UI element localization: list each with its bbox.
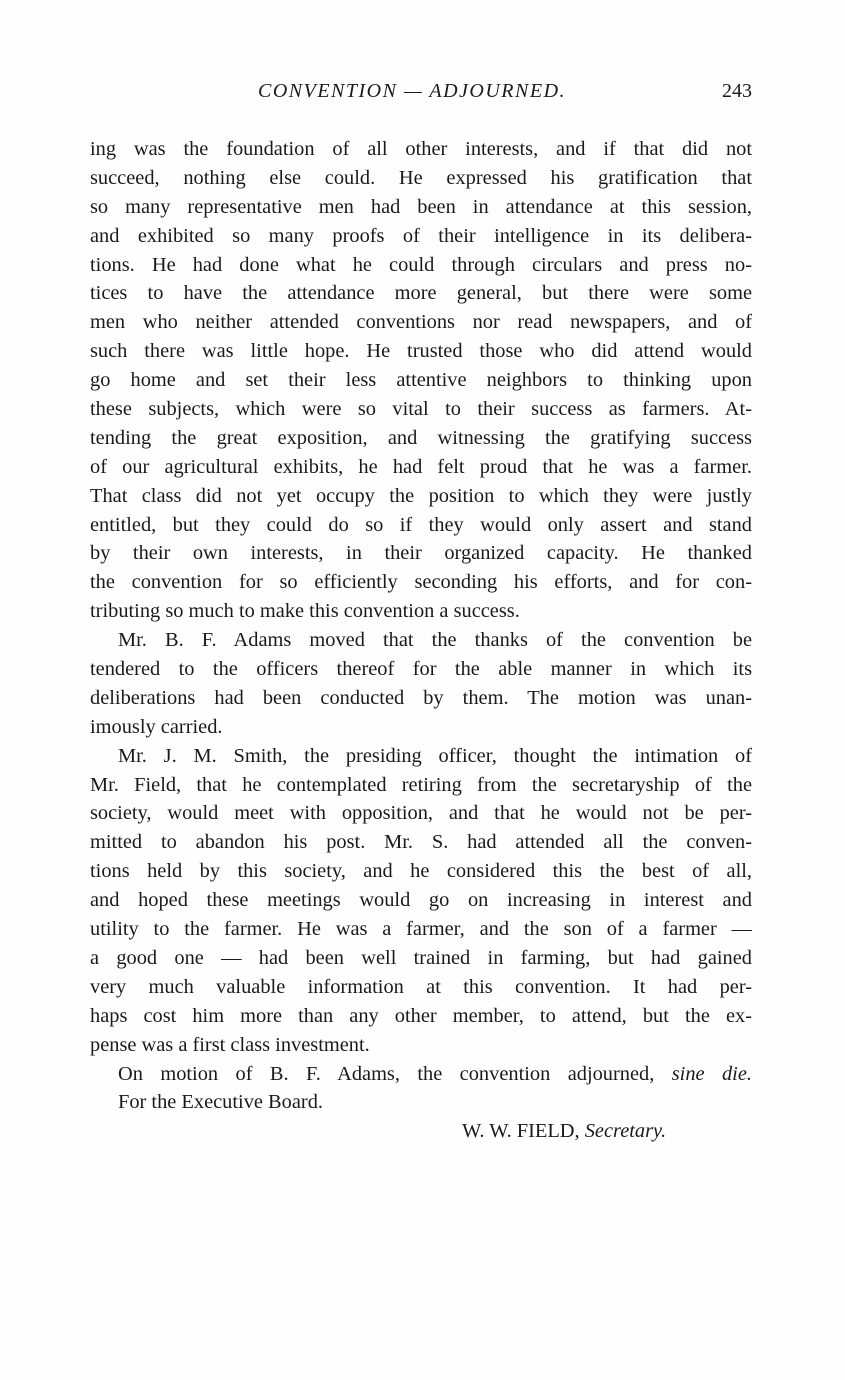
text-line: of our agricultural exhibits, he had felt proud that he was a farmer.	[90, 455, 752, 478]
text-line: ing was the foundation of all other interests, and if that did not	[90, 138, 752, 160]
text-line: That class did not yet occupy the position to which they were justly	[90, 484, 752, 507]
text-line: so many representative men had been in attendance at this session,	[90, 195, 752, 218]
signature-name: W. W. FIELD,	[462, 1120, 585, 1142]
closing-line: For the Executive Board.	[118, 1091, 323, 1114]
text-line: pense was a first class investment.	[90, 1033, 370, 1056]
text-line: such there was little hope. He trusted those who did attend would	[90, 340, 752, 363]
text-line: Mr. B. F. Adams moved that the thanks of the convention be	[118, 629, 752, 652]
paragraph-thanks-motion	[90, 626, 752, 742]
text-line: men who neither attended conventions nor read newspapers, and of	[90, 311, 752, 334]
text-line: the convention for so efficiently seconding his efforts, and for con-	[90, 571, 752, 594]
text-line: tions. He had done what he could through circulars and press no-	[90, 253, 752, 276]
text-line: succeed, nothing else could. He expressed his gratification that	[90, 166, 752, 189]
text-line: imously carried.	[90, 715, 223, 738]
text-line: haps cost him more than any other member, to attend, but the ex-	[90, 1004, 752, 1027]
text-line: Mr. J. M. Smith, the presiding officer, thought the intimation of	[118, 744, 752, 767]
adjournment-line	[90, 1060, 752, 1089]
running-head	[90, 80, 752, 110]
paragraph-smith-remarks	[90, 742, 752, 1060]
text-line: tions held by this society, and he considered this the best of all,	[90, 860, 752, 883]
text-line: these subjects, which were so vital to their success as farmers. At-	[90, 398, 752, 421]
text-line: very much valuable information at this convention. It had per-	[90, 975, 752, 998]
page-number: 243	[722, 80, 752, 102]
adjournment-text: On motion of B. F. Adams, the convention adjourned,	[118, 1062, 672, 1085]
text-line: deliberations had been conducted by them. The motion was unan-	[90, 686, 752, 709]
text-line: mitted to abandon his post. Mr. S. had attended all the conven-	[90, 831, 752, 854]
text-line: and exhibited so many proofs of their intelligence in its delibera-	[90, 224, 752, 247]
text-line: tributing so much to make this convention a success.	[90, 600, 520, 623]
signature	[462, 1120, 666, 1143]
signature-title: Secretary.	[584, 1120, 667, 1142]
body-text	[90, 135, 752, 1117]
paragraph-chairman-remarks	[90, 135, 752, 626]
text-line: society, would meet with opposition, and that he would not be per-	[90, 802, 752, 825]
text-line: tending the great exposition, and witnessing the gratifying success	[90, 426, 752, 449]
text-line: tendered to the officers thereof for the able manner in which its	[90, 658, 752, 681]
text-line: utility to the farmer. He was a farmer, and the son of a farmer —	[90, 918, 752, 941]
adjournment-emphasis: sine die.	[671, 1062, 752, 1085]
text-line: a good one — had been well trained in farming, but had gained	[90, 946, 752, 969]
text-line: entitled, but they could do so if they would only assert and stand	[90, 513, 752, 536]
text-line: go home and set their less attentive neighbors to thinking upon	[90, 369, 752, 392]
text-line: by their own interests, in their organized capacity. He thanked	[90, 542, 752, 565]
running-title: CONVENTION — ADJOURNED.	[258, 80, 567, 102]
text-line: tices to have the attendance more general, but there were some	[90, 282, 752, 305]
text-line: and hoped these meetings would go on increasing in interest and	[90, 889, 752, 912]
text-line: Mr. Field, that he contemplated retiring from the secretaryship of the	[90, 773, 752, 796]
